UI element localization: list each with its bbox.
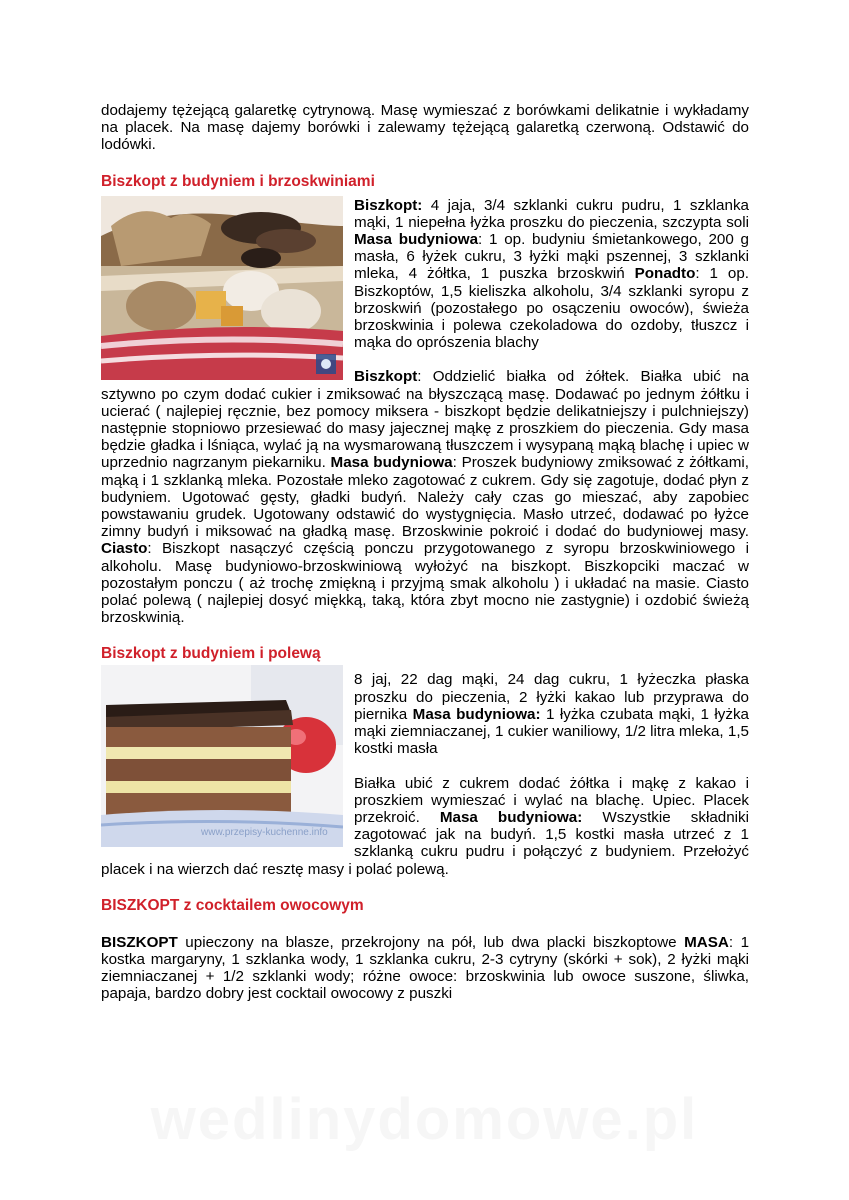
ing-biszkopt-text: 4 jaja, 3/4 szklanki cukru pudru, 1 szklanka mąki, 1 niepełna łyżka proszku do pieczenia, szczypta soli bbox=[354, 196, 749, 231]
ing-text: 8 jaj, 22 dag mąki, 24 dag cukru, 1 łyżeczka płaska proszku do pieczenia, 2 łyżki kakao lub przyprawa do piernika bbox=[354, 671, 749, 723]
recipe1-photo bbox=[101, 196, 343, 380]
recipe2-photo bbox=[101, 665, 343, 847]
prep-ciasto-label: Ciasto bbox=[101, 540, 148, 558]
document-page bbox=[101, 102, 749, 1003]
prep-biszkopt-label: Biszkopt bbox=[354, 368, 418, 386]
prep-masa-text: : Proszek budyniowy zmiksować z żółtkami, mąką i 1 szklanką mleka. Pozostałe mleko zagotować z cukrem. Gdy się zagotuje, dodać płyn z budyniem. Ugotować gęsty, gładki budyń. Należy cały czas go mieszać, aby zapobiec powstawaniu grudek. Ugotowany odstawić do wystygnięcia. Masło utrzeć, dodawać po łyżce zimny budyń i miksować na gładką masę. Brzoskwinie pokroić i dodać do budyniowej masy. bbox=[101, 454, 749, 541]
biszkopt-label: BISZKOPT bbox=[101, 933, 178, 951]
recipe3-title: BISZKOPT z cocktailem owocowym bbox=[101, 896, 364, 914]
ing-masa-label: Masa budyniowa bbox=[354, 231, 479, 249]
peach-cake-illustration bbox=[101, 196, 343, 380]
prep-biszkopt-text: : Oddzielić białka od żółtek. Białka ubić na sztywno po czym dodać cukier i zmiksować na błyszczącą masę. Dodawać po jednym żółtku i ucierać ( najlepiej ręcznie, bez pomocy miksera - biszkopt będzie delikatniejszy i pulchniejszy) następnie stopniowo przesiewać do masy jajecznej mąkę z proszkiem do pieczenia. Gdy masa będzie gładka i lśniąca, wylać ją na wysmarowaną tłuszczem i wysypaną mąką blachę i upiec w uprzednio nagrzanym piekarniku. bbox=[101, 368, 749, 472]
ing-ponadto-text: : 1 op. Biszkoptów, 1,5 kieliszka alkoholu, 3/4 szklanki syropu z brzoskwiń (pozostałego po osączeniu owoców), świeża brzoskwinia i polewa czekoladowa do ozdoby, tłuszcz i mąka do oprószenia blachy bbox=[354, 265, 749, 352]
ing-masa-label-2: Masa budyniowa: bbox=[412, 705, 541, 723]
prep-masa-label: Masa budyniowa bbox=[330, 454, 453, 472]
intro-paragraph: dodajemy tężejącą galaretkę cytrynową. Masę wymieszać z borówkami delikatnie i wykładamy na placek. Na masę dajemy borówki i zalewamy tężejącą galaretką czerwoną. Odstawić do lodówki. bbox=[101, 102, 749, 154]
prep-text: Białka ubić z cukrem dodać żółtka i mąkę z kakao i proszkiem wymieszać i wylać na blachę. Upiec. Placek przekroić. bbox=[354, 774, 749, 826]
recipe2-title: Biszkopt z budyniem i polewą bbox=[101, 645, 321, 663]
recipe1-preparation bbox=[101, 368, 749, 626]
biszkopt-text: upieczony na blasze, przekrojony na pół, lub dwa placki biszkoptowe bbox=[177, 933, 685, 951]
ing-biszkopt-label: Biszkopt: bbox=[354, 196, 423, 214]
cocoa-cake-illustration bbox=[101, 665, 343, 847]
recipe1-title: Biszkopt z budyniem i brzoskwiniami bbox=[101, 172, 375, 190]
prep-masa-label-2: Masa budyniowa: bbox=[439, 808, 583, 826]
masa-label: MASA bbox=[684, 933, 729, 951]
prep-ciasto-text: : Biszkopt nasączyć częścią ponczu przygotowanego z syropu brzoskwiniowego i alkoholu. Masę budyniowo-brzoskwiniową wyłożyć na biszkopt. Biszkopciki maczać w pozostałym ponczu ( aż trochę zmiękną i przyjmą smak alkoholu ) i układać na masie. Ciasto polać polewą ( najlepiej dosyć miękką, taką, która zbyt mocno nie zastygnie) i ozdobić świeżą brzoskwinią. bbox=[101, 540, 749, 627]
recipe3-text bbox=[101, 934, 749, 1003]
ing-masa-text-2: 1 łyżka czubata mąki, 1 łyżka mąki ziemniaczanej, 1 cukier waniliowy, 1/2 litra mleka, 1,5 kostki masła bbox=[354, 705, 749, 758]
masa-text: : 1 kostka margaryny, 1 szklanka wody, 1 szklanka cukru, 2-3 cytryny (skórki + sok), 2 łyżki mąki ziemniaczanej + 1/2 szklanki wody; różne owoce: brzoskwinia lub owoce suszone, śliwka, papaja, bardzo dobry jest cocktail owocowy z puszki bbox=[101, 933, 750, 1003]
ing-ponadto-label: Ponadto bbox=[634, 265, 696, 283]
footer-watermark: wedlinydomowe.pl bbox=[150, 1087, 699, 1152]
prep-masa-text-2: Wszystkie składniki zagotować jak na budyń. 1,5 kostki masła utrzeć z 1 szklanką cukru pudru i połączyć z budyniem. Przełożyć placek i na wierzch dać resztę masy i polać polewą. bbox=[101, 808, 749, 878]
photo-watermark: www.przepisy-kuchenne.info bbox=[201, 827, 328, 839]
ing-masa-text: : 1 op. budyniu śmietankowego, 200 g masła, 6 łyżek cukru, 3 łyżki mąki pszennej, 3 szklanki mleka, 4 żółtka, 1 puszka brzoskwiń bbox=[354, 231, 749, 283]
